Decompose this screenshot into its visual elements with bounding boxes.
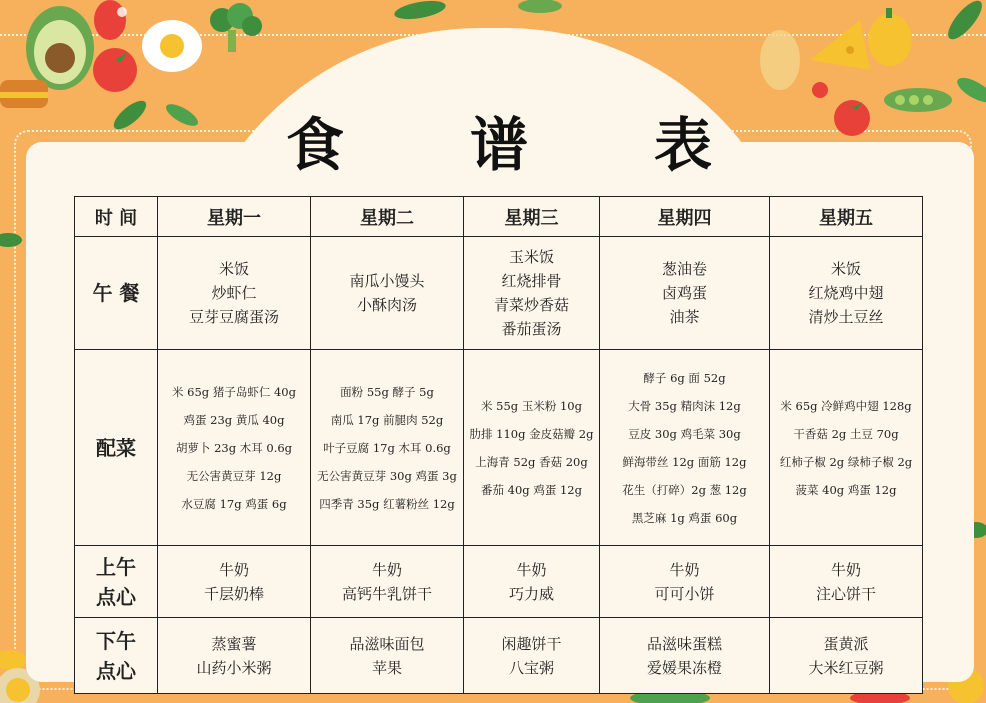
- fried-egg-icon: [142, 20, 202, 72]
- menu-item: 卤鸡蛋: [661, 284, 707, 302]
- corner-header: 时 间: [75, 197, 158, 237]
- menu-cell: [464, 546, 600, 618]
- menu-item: 四季青 35g 红薯粉丝 12g: [319, 496, 455, 511]
- menu-row: [75, 618, 923, 694]
- menu-cell: [464, 237, 600, 350]
- menu-item: 鲜海带丝 12g 面筋 12g: [622, 454, 747, 469]
- title-char-3: 表: [654, 111, 713, 179]
- menu-item: 南瓜 17g 前腿肉 52g: [330, 412, 444, 427]
- menu-item: 鸡蛋 23g 黄瓜 40g: [183, 412, 285, 427]
- menu-item: 青菜炒香菇: [493, 296, 569, 314]
- menu-cell: [158, 237, 311, 350]
- menu-item: 豆皮 30g 鸡毛菜 30g: [628, 426, 741, 441]
- menu-item: 叶子豆腐 17g 木耳 0.6g: [323, 440, 451, 455]
- day-header: 星期五: [770, 197, 923, 237]
- menu-cell: [158, 546, 311, 618]
- menu-item: 米 55g 玉米粉 10g: [481, 398, 582, 413]
- menu-cell: [600, 350, 770, 546]
- menu-item: 牛奶: [669, 560, 700, 579]
- menu-item: 牛奶: [218, 560, 249, 579]
- menu-cell: [158, 350, 311, 546]
- menu-item: 大骨 35g 精肉沫 12g: [628, 398, 741, 413]
- menu-item: 高钙牛乳饼干: [341, 584, 432, 603]
- broccoli-icon: [210, 3, 262, 52]
- menu-item: 大米红豆粥: [808, 658, 884, 677]
- menu-cell: [311, 618, 464, 694]
- menu-item: 千层奶棒: [203, 584, 264, 603]
- menu-item: 苹果: [371, 658, 402, 677]
- menu-cell: [770, 546, 923, 618]
- menu-item: 闲趣饼干: [501, 634, 562, 653]
- pepper-icon: [94, 0, 127, 40]
- menu-item: 山药小米粥: [196, 658, 272, 677]
- menu-item: 肋排 110g 金皮菇瓣 2g: [469, 426, 594, 441]
- menu-cell: [770, 350, 923, 546]
- menu-item: 小酥肉汤: [356, 296, 417, 314]
- menu-cell: [464, 350, 600, 546]
- header-row: [75, 197, 923, 237]
- tomato-icon: [93, 48, 137, 92]
- menu-item: 米 65g 冷鲜鸡中翅 128g: [780, 398, 912, 413]
- menu-item: 红烧鸡中翅: [808, 284, 884, 302]
- row-label-line: 下午: [96, 628, 136, 653]
- menu-item: 无公害黄豆芽 12g: [186, 468, 282, 483]
- title-char-2: 谱: [470, 111, 529, 179]
- menu-item: 南瓜小馒头: [349, 272, 425, 290]
- row-label: [75, 350, 158, 546]
- menu-item: 清炒土豆丝: [808, 308, 884, 326]
- menu-item: 牛奶: [516, 560, 547, 579]
- menu-cell: [600, 618, 770, 694]
- menu-cell: [311, 237, 464, 350]
- avocado-icon: [26, 6, 94, 90]
- menu-item: 米 65g 猪子岛虾仁 40g: [172, 384, 296, 399]
- row-label: [75, 237, 158, 350]
- row-label-line: 上午: [96, 554, 136, 579]
- menu-cell: [464, 618, 600, 694]
- menu-item: 胡萝卜 23g 木耳 0.6g: [175, 440, 293, 455]
- menu-row: [75, 237, 923, 350]
- menu-item: 干香菇 2g 土豆 70g: [793, 426, 899, 441]
- menu-item: 豆芽豆腐蛋汤: [188, 308, 279, 326]
- menu-item: 番茄 40g 鸡蛋 12g: [481, 482, 582, 497]
- menu-item: 菠菜 40g 鸡蛋 12g: [795, 482, 897, 497]
- menu-cell: [311, 546, 464, 618]
- menu-item: 可可小饼: [654, 584, 715, 603]
- menu-cell: [311, 350, 464, 546]
- menu-item: 爱媛果冻橙: [646, 658, 722, 677]
- pepper-icon: [868, 8, 912, 66]
- day-header: 星期一: [158, 197, 311, 237]
- menu-item: 注心饼干: [815, 584, 876, 603]
- menu-item: 油茶: [669, 308, 700, 326]
- cheese-icon: [810, 20, 870, 70]
- day-header: 星期三: [464, 197, 600, 237]
- row-label-line: 配菜: [96, 435, 136, 460]
- menu-row: [75, 546, 923, 618]
- menu-item: 上海青 52g 香菇 20g: [475, 454, 588, 469]
- menu-item: 蒸蜜薯: [211, 634, 257, 653]
- row-label-line: 午 餐: [92, 281, 140, 305]
- menu-item: 牛奶: [830, 560, 861, 579]
- menu-item: 玉米饭: [508, 248, 554, 266]
- menu-item: 红烧排骨: [501, 272, 562, 290]
- menu-row: [75, 350, 923, 546]
- menu-cell: [770, 237, 923, 350]
- menu-table: [74, 196, 923, 694]
- day-header: 星期二: [311, 197, 464, 237]
- menu-item: 巧力威: [508, 584, 554, 603]
- day-header: 星期四: [600, 197, 770, 237]
- menu-item: 番茄蛋汤: [501, 320, 562, 338]
- menu-item: 酵子 6g 面 52g: [643, 370, 726, 385]
- menu-item: 八宝粥: [508, 658, 554, 677]
- menu-item: 面粉 55g 酵子 5g: [340, 384, 434, 399]
- page-title: [0, 98, 986, 179]
- menu-item: 黑芝麻 1g 鸡蛋 60g: [631, 510, 738, 525]
- menu-item: 蛋黄派: [823, 634, 869, 653]
- menu-item: 米饭: [218, 260, 249, 278]
- row-label: [75, 618, 158, 694]
- menu-item: 炒虾仁: [211, 284, 257, 302]
- row-label-line: 点心: [96, 658, 136, 683]
- menu-cell: [600, 546, 770, 618]
- menu-item: 红柿子椒 2g 绿柿子椒 2g: [779, 454, 913, 469]
- menu-cell: [600, 237, 770, 350]
- menu-item: 品滋味面包: [349, 634, 425, 653]
- menu-item: 花生（打碎）2g 葱 12g: [622, 482, 747, 497]
- menu-item: 牛奶: [371, 560, 402, 579]
- row-label-line: 点心: [96, 584, 136, 609]
- leaf-icon: [943, 0, 986, 107]
- menu-item: 水豆腐 17g 鸡蛋 6g: [181, 496, 287, 511]
- menu-cell: [158, 618, 311, 694]
- menu-item: 无公害黄豆芽 30g 鸡蛋 3g: [317, 468, 457, 483]
- menu-item: 米饭: [830, 260, 861, 278]
- title-char-1: 食: [286, 111, 345, 179]
- menu-cell: [770, 618, 923, 694]
- row-label: [75, 546, 158, 618]
- menu-item: 品滋味蛋糕: [646, 634, 722, 653]
- menu-item: 葱油卷: [661, 260, 707, 278]
